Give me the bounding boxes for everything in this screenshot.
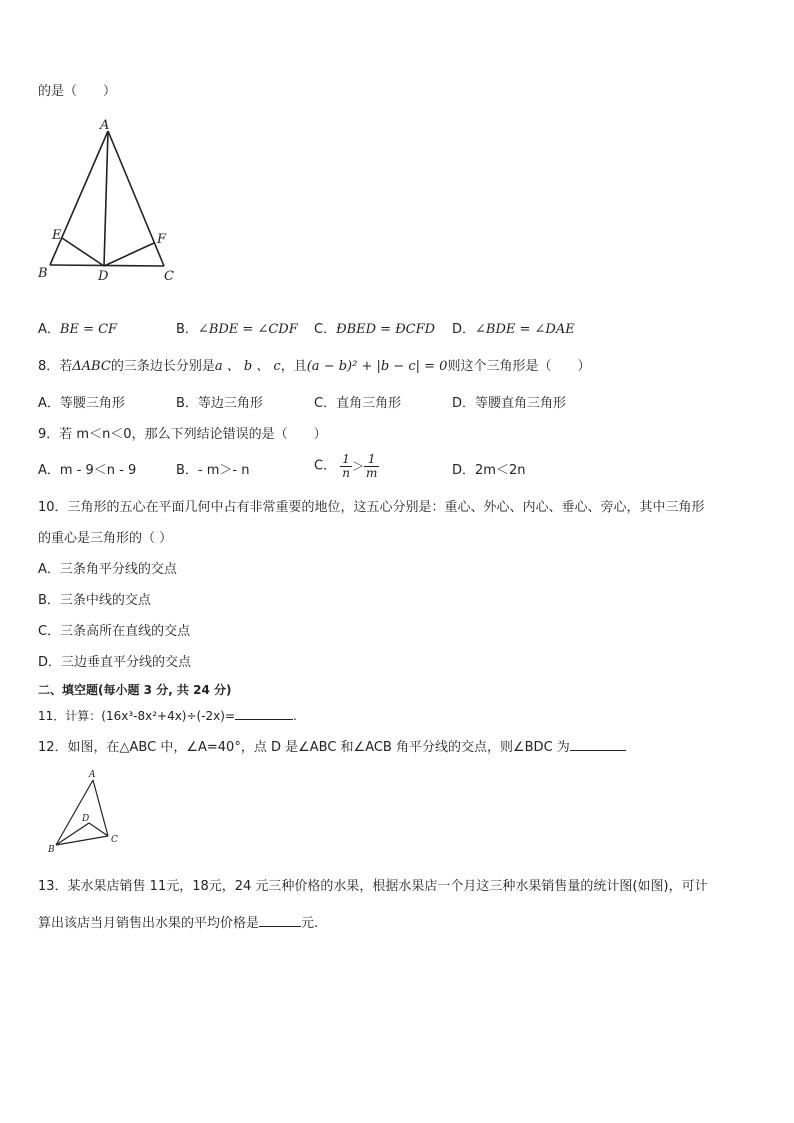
fraction-1-over-m: [364, 453, 379, 480]
q10-option-d: [38, 654, 191, 672]
option-letter: C．: [38, 624, 61, 639]
q7-option-d: [452, 321, 575, 339]
option-text: 三条中线的交点: [59, 593, 151, 608]
option-text: 等边三角形: [197, 396, 263, 411]
q8-triangle: ΔABC: [72, 359, 111, 374]
q8-pre: 8．若: [38, 359, 73, 374]
option-letter: D．: [38, 655, 62, 670]
q10-option-a: [38, 561, 177, 579]
fraction-numerator: 1: [364, 453, 379, 467]
option-letter: C．: [314, 458, 337, 474]
option-text: - m＞- n: [197, 463, 250, 478]
fraction-1-over-n: [340, 453, 352, 480]
option-letter: D．: [452, 322, 476, 337]
option-text: 三边垂直平分线的交点: [61, 655, 192, 670]
q7-label-B: B: [38, 266, 48, 281]
q12-label-B: B: [48, 845, 55, 855]
q12-label-A: A: [89, 770, 96, 780]
q7-label-D: D: [98, 269, 109, 284]
q13-line2-post: 元.: [301, 916, 319, 931]
option-letter: D．: [452, 396, 476, 411]
q7-label-C: C: [164, 269, 174, 284]
option-letter: D．: [452, 463, 476, 478]
option-letter: A．: [38, 396, 60, 411]
q8-vars: a 、 b 、 c: [214, 359, 281, 374]
comparison-operator: ＞: [351, 459, 364, 474]
option-text: ∠BDE = ∠CDF: [197, 322, 298, 337]
q12-label-D: D: [82, 814, 90, 824]
q11-stem: [38, 707, 297, 725]
q7-option-c: [314, 321, 435, 339]
q10-option-c: [38, 623, 190, 641]
q10-stem-line2: 的重心是三角形的（ ）: [38, 531, 173, 546]
q9-option-a: [38, 462, 136, 480]
option-text: 直角三角形: [336, 396, 402, 411]
q8-mid: 的三条边长分别是: [110, 359, 215, 374]
q8-cond-pre: ，且: [280, 359, 307, 374]
option-letter: A．: [38, 322, 60, 337]
q11-text: 11．计算：(16x³-8x²+4x)÷(-2x)=: [38, 709, 236, 723]
option-letter: C．: [314, 396, 337, 411]
fraction-numerator: 1: [340, 453, 352, 467]
q7-label-E: E: [52, 228, 62, 243]
q12-edge-AB: [56, 780, 93, 845]
option-text: 等腰直角三角形: [475, 396, 567, 411]
q13-stem-line2: [38, 914, 318, 933]
q8-expression: (a − b)² + |b − c| = 0: [306, 359, 448, 374]
option-letter: A．: [38, 562, 60, 577]
fraction-denominator: m: [365, 466, 378, 480]
option-text: ÐBED = ÐCFD: [336, 322, 436, 337]
q7-option-a: [38, 321, 117, 339]
q8-option-a: [38, 395, 125, 413]
option-letter: B．: [176, 322, 198, 337]
q12-stem: [38, 738, 626, 757]
q8-option-b: [176, 395, 263, 413]
option-text: 三条高所在直线的交点: [60, 624, 191, 639]
q12-label-C: C: [111, 835, 118, 845]
section-title-fill-in: 二、填空题(每小题 3 分, 共 24 分): [38, 683, 232, 697]
q7-edge-AB: [50, 131, 108, 265]
q10-option-b: [38, 592, 151, 610]
option-letter: B．: [176, 463, 198, 478]
q7-stem-tail: 的是（ ）: [38, 84, 117, 99]
q13-answer-blank[interactable]: [259, 914, 301, 927]
q11-tail: .: [293, 709, 297, 723]
fraction-denominator: n: [342, 466, 350, 480]
q7-edge-ED: [62, 238, 104, 266]
option-text: ∠BDE = ∠DAE: [475, 322, 575, 337]
q12-answer-blank[interactable]: [570, 738, 626, 751]
q13-stem-line1: 13．某水果店销售 11元，18元，24 元三种价格的水果，根据水果店一个月这三种水果销售量的统计图(如图)，可计: [38, 879, 708, 894]
q11-answer-blank[interactable]: [235, 707, 293, 720]
option-text: 2m＜2n: [475, 463, 526, 478]
option-text: m - 9＜n - 9: [59, 463, 137, 478]
q12-text: 12．如图，在△ABC 中，∠A=40°，点 D 是∠ABC 和∠ACB 角平分线的交点，则∠BDC 为: [38, 740, 570, 755]
q8-stem: [38, 358, 590, 376]
q8-post: 则这个三角形是（ ）: [447, 359, 591, 374]
q9-option-b: [176, 462, 249, 480]
q7-edge-AD: [104, 131, 108, 266]
q7-label-F: F: [157, 232, 167, 247]
option-letter: B．: [176, 396, 198, 411]
q13-line2-pre: 算出该店当月销售出水果的平均价格是: [38, 916, 260, 931]
option-letter: C．: [314, 322, 337, 337]
option-letter: A．: [38, 463, 60, 478]
q10-stem-line1: 10．三角形的五心在平面几何中占有非常重要的地位，这五心分别是：重心、外心、内心、垂心、旁心，其中三角形: [38, 500, 705, 515]
q7-triangle-figure: [34, 116, 184, 286]
q7-edge-FD: [104, 243, 154, 266]
option-text: BE = CF: [59, 322, 118, 337]
q8-option-d: [452, 395, 566, 413]
q8-option-c: [314, 395, 401, 413]
q9-option-c: [314, 453, 379, 480]
option-text: 等腰三角形: [59, 396, 125, 411]
q9-option-d: [452, 462, 525, 480]
option-letter: B．: [38, 593, 60, 608]
q7-edge-AC: [108, 131, 164, 266]
option-text: 三条角平分线的交点: [59, 562, 177, 577]
q9-stem: 9．若 m＜n＜0，那么下列结论错误的是（ ）: [38, 427, 327, 442]
q12-triangle-figure: [44, 766, 128, 856]
q7-label-A: A: [100, 118, 110, 133]
q7-option-b: [176, 321, 298, 339]
